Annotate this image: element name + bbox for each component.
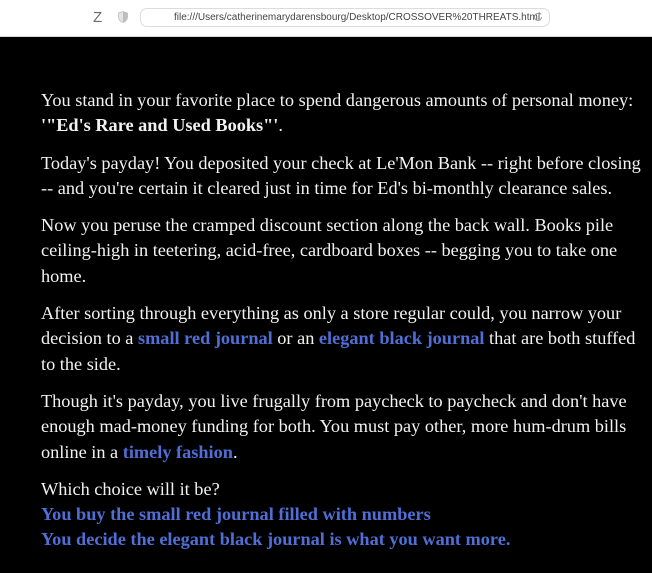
story-paragraph-4: After sorting through everything as only a store regular could, you narrow your decision to a small red journal or an elegant black journal that are both stuffed to the side. (41, 303, 636, 374)
elegant-black-journal-link[interactable]: elegant black journal (318, 328, 485, 349)
browser-toolbar (0, 0, 652, 37)
timely-fashion-link[interactable]: timely fashion (122, 441, 233, 462)
story-paragraph-2: Today's payday! You deposited your check at Le'Mon Bank -- right before closing -- and you're certain it cleared just in time for Ed's bi-monthly clearance sales. (41, 152, 641, 198)
url-text[interactable]: file:///Users/catherinemarydarensbourg/Desktop/CROSSOVER%20THREATS.html (174, 12, 541, 23)
store-name: '"Ed's Rare and Used Books"' (41, 115, 279, 136)
story-paragraph-1: You stand in your favorite place to spend dangerous amounts of personal money: '"Ed's Rare and Used Books"'. (41, 90, 634, 136)
choice-prompt: Which choice will it be? (41, 478, 220, 499)
story-paragraph-5: Though it's payday, you live frugally from paycheck to paycheck and don't have enough mad-money funding for both. You must pay other, more hum-drum bills online in a timely fashion. (41, 390, 627, 462)
choice-section (41, 477, 646, 553)
reload-icon[interactable] (532, 11, 544, 23)
story-paragraph-3: Now you peruse the cramped discount section along the back wall. Books pile ceiling-high in teetering, acid-free, cardboard boxes -- begging you to take one home. (41, 215, 618, 286)
choice-black-journal[interactable]: You decide the elegant black journal is what you want more. (41, 529, 511, 550)
story-content (41, 88, 646, 553)
small-red-journal-link[interactable]: small red journal (137, 328, 273, 349)
choice-buy-red-journal[interactable]: You buy the small red journal filled with numbers (41, 504, 431, 525)
reader-zoom-icon[interactable]: Z (93, 9, 103, 26)
address-bar[interactable] (140, 8, 550, 27)
privacy-shield-icon[interactable] (118, 11, 128, 23)
